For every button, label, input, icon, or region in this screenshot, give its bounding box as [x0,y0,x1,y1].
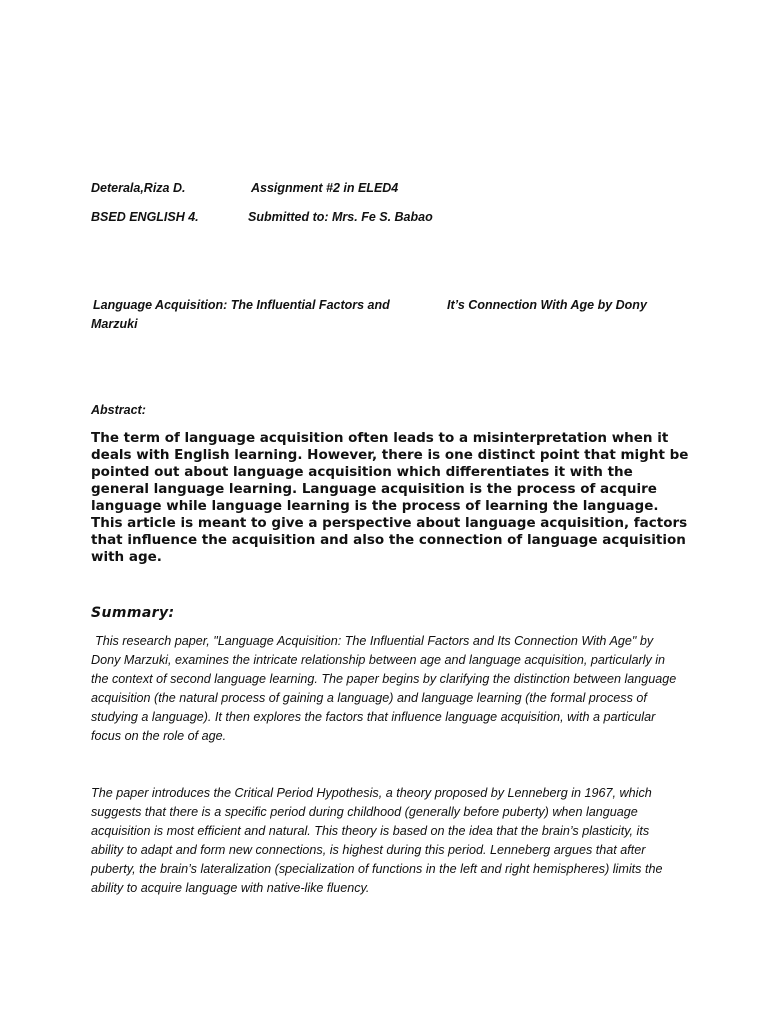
course-label: BSED ENGLISH 4. [91,210,199,224]
submitted-to: Submitted to: Mrs. Fe S. Babao [248,210,433,224]
assignment-label: Assignment #2 in ELED4 [251,181,399,195]
abstract-label: Abstract: [91,403,146,417]
title-part-1: Language Acquisition: The Influential Factors and [93,298,390,312]
student-name: Deterala,Riza D. [91,181,186,195]
summary-heading: Summary: [91,605,175,621]
summary-paragraph-2: The paper introduces the Critical Period Hypothesis, a theory proposed by Lenneberg in 1967, which suggests that there is a specific period during childhood (generally before puberty) when language acquisition is most efficient and natural. This theory is based on the idea that the brain’s plasticity, its ability to adapt and form new connections, is highest during this period. Lenneberg argues that after puberty, the brain’s lateralization (specialization of functions in the left and right hemispheres) limits the ability to acquire language with native-like fluency. [91,786,663,895]
title-part-3: Marzuki [91,317,138,331]
abstract-body: The term of language acquisition often leads to a misinterpretation when it deals with English learning. However, there is one distinct point that might be pointed out about language acquisition which differentiates it with the general language learning. Language acquisition is the process of acquire language while language learning is the process of learning the language. This article is meant to give a perspective about language acquisition, factors that influence the acquisition and also the connection of language acquisition with age. [91,430,689,565]
summary-paragraph-1: This research paper, "Language Acquisition: The Influential Factors and Its Connection With Age" by Dony Marzuki, examines the intricate relationship between age and language acquisition, particularly in the context of second language learning. The paper begins by clarifying the distinction between language acquisition (the natural process of gaining a language) and language learning (the formal process of studying a language). It then explores the factors that influence language acquisition, with a particular focus on the role of age. [91,634,677,743]
title-part-2: It’s Connection With Age by Dony [447,298,647,312]
